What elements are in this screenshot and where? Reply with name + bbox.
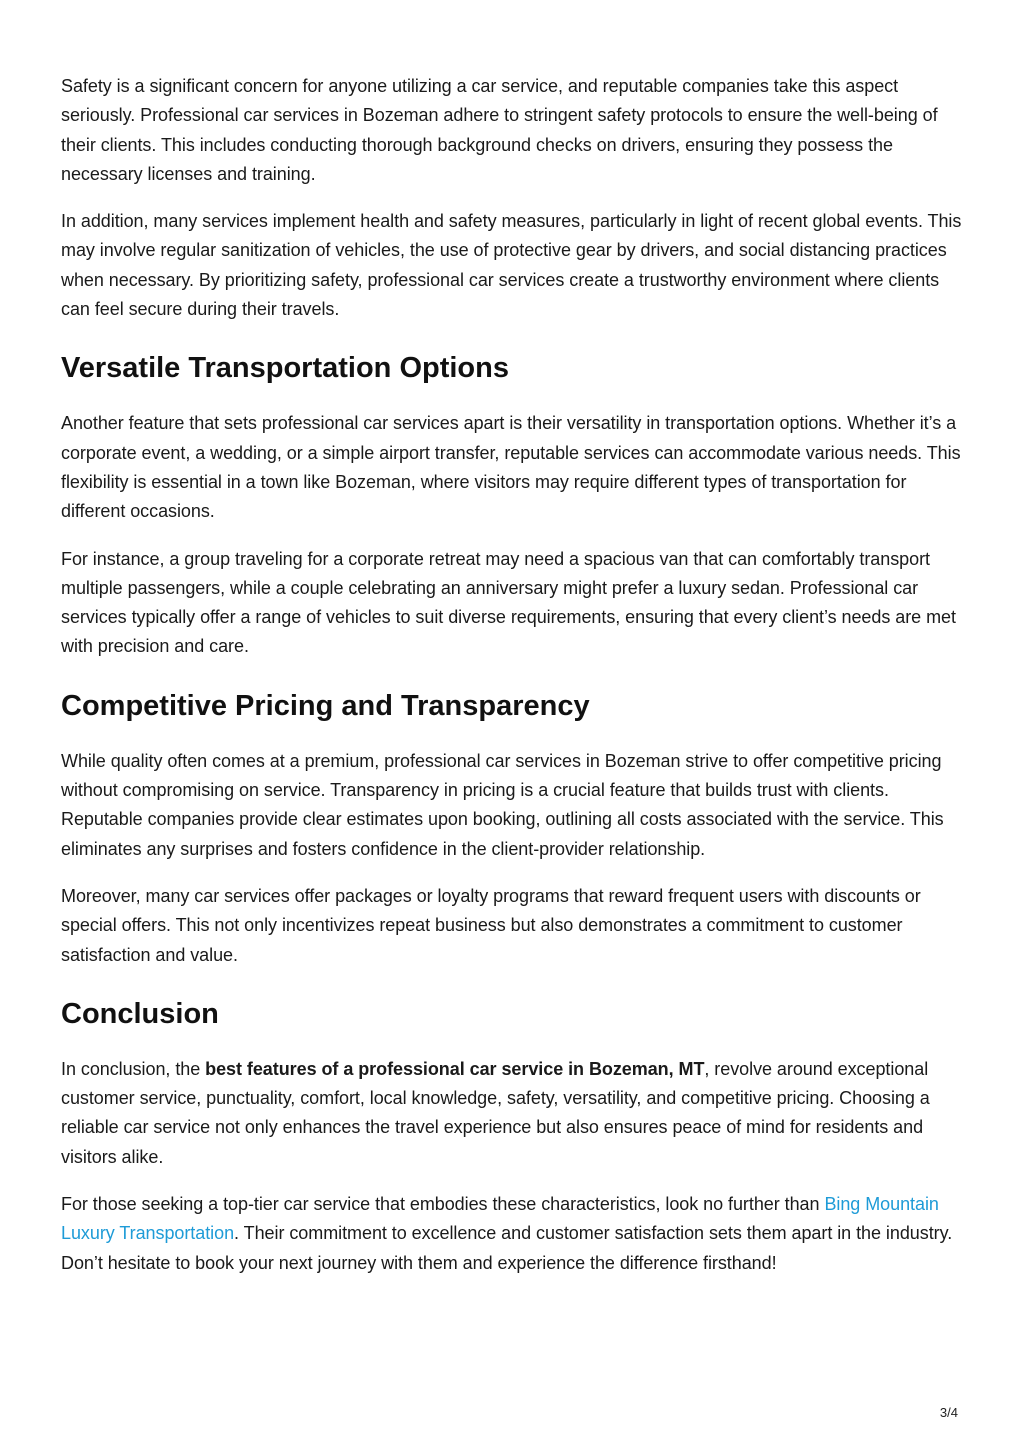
conclusion-p1-rest: , revolve around exceptional customer service, punctuality, comfort, local knowledge, safety, versatility, and competitive pricing. Choosing a reliable car service not only enhances the travel experience but also ensures peace of mind for residents and visitors alike. — [61, 1058, 930, 1167]
bing-mountain-link[interactable]: Bing Mountain Luxury Transportation — [61, 1194, 939, 1244]
conclusion-heading: Conclusion — [61, 997, 219, 1030]
conclusion-paragraph-1 — [61, 1055, 966, 1172]
pricing-paragraph-1: While quality often comes at a premium, professional car services in Bozeman strive to offer competitive pricing without compromising on service. Transparency in pricing is a crucial feature that builds trust with clients. Reputable companies provide clear estimates upon booking, outlining all costs associated with the service. This eliminates any surprises and fosters confidence in the client-provider relationship. — [61, 750, 944, 859]
conclusion-p2-rest: . Their commitment to excellence and customer satisfaction sets them apart in the industry. Don’t hesitate to book your next journey with them and experience the difference firsthand! — [61, 1223, 953, 1273]
document-page — [61, 72, 966, 1296]
pricing-paragraph-2: Moreover, many car services offer packages or loyalty programs that reward frequent users with discounts or special offers. This not only incentivizes repeat business but also demonstrates a commitment to customer satisfaction and value. — [61, 885, 921, 965]
conclusion-paragraph-2 — [61, 1190, 966, 1278]
page-number: 3/4 — [939, 1405, 958, 1420]
conclusion-p2-lead: For those seeking a top-tier car service that embodies these characteristics, look no further than — [61, 1194, 825, 1215]
versatile-heading: Versatile Transportation Options — [61, 352, 509, 385]
safety-paragraph-1: Safety is a significant concern for anyone utilizing a car service, and reputable companies take this aspect seriously. Professional car services in Bozeman adhere to stringent safety protocols to ensure the well-being of their clients. This includes conducting thorough background checks on drivers, ensuring they possess the necessary licenses and training. — [61, 76, 938, 184]
versatile-paragraph-2: For instance, a group traveling for a corporate retreat may need a spacious van that can comfortably transport multiple passengers, while a couple celebrating an anniversary might prefer a luxury sedan. Professional car services typically offer a range of vehicles to suit diverse requirements, ensuring that every client’s needs are met with precision and care. — [61, 548, 956, 657]
conclusion-p1-lead: In conclusion, the — [61, 1058, 206, 1079]
conclusion-p1-bold: best features of a professional car service in Bozeman, MT — [205, 1058, 705, 1079]
pricing-heading: Competitive Pricing and Transparency — [61, 689, 590, 722]
versatile-paragraph-1: Another feature that sets professional car services apart is their versatility in transportation options. Whether it’s a corporate event, a wedding, or a simple airport transfer, reputable services can accommodate various needs. This flexibility is essential in a town like Bozeman, where visitors may require different types of transportation for different occasions. — [61, 413, 961, 522]
safety-paragraph-2: In addition, many services implement health and safety measures, particularly in light of recent global events. This may involve regular sanitization of vehicles, the use of protective gear by drivers, and social distancing practices when necessary. By prioritizing safety, professional car services create a trustworthy environment where clients can feel secure during their travels. — [61, 211, 962, 320]
